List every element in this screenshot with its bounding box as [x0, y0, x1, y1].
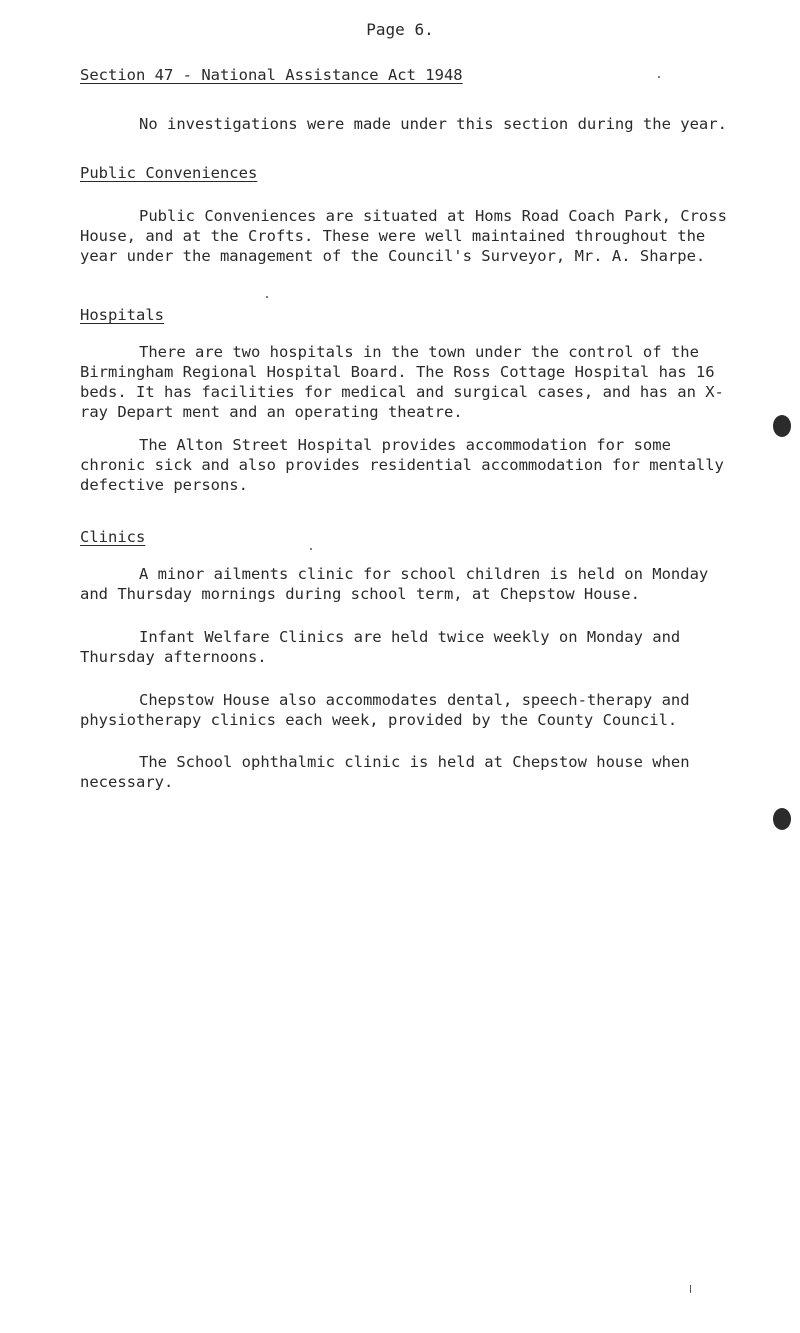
public-conveniences-heading: Public Conveniences [80, 164, 258, 182]
hospitals-paragraph-2: The Alton Street Hospital provides accommodation for some chronic sick and also provides residential accommodation for mentally defective persons. [80, 436, 724, 494]
scan-mark [690, 1285, 691, 1293]
punch-hole-top [773, 415, 791, 437]
hospitals-paragraph-1: There are two hospitals in the town under the control of the Birmingham Regional Hospital Board. The Ross Cottage Hospital has 16 beds. It has facilities for medical and surgical cases, and has an X-ray Depart ment and an operating theatre. [80, 343, 724, 421]
scan-speck [266, 296, 268, 298]
section-47-paragraph: No investigations were made under this section during the year. [139, 115, 727, 133]
clinics-paragraph-3: Chepstow House also accommodates dental, speech-therapy and physiotherapy clinics each week, provided by the County Council. [80, 691, 690, 729]
clinics-heading: Clinics [80, 528, 146, 546]
scan-speck [310, 548, 312, 550]
punch-hole-bottom [773, 808, 791, 830]
clinics-paragraph-2: Infant Welfare Clinics are held twice weekly on Monday and Thursday afternoons. [80, 628, 681, 666]
page-number: Page 6. [366, 20, 434, 39]
hospitals-heading: Hospitals [80, 306, 164, 324]
scan-speck [658, 76, 660, 78]
public-conveniences-paragraph: Public Conveniences are situated at Homs Road Coach Park, Cross House, and at the Crofts. These were well maintained throughout the year under the management of the Council's Surveyor, Mr. A. Sharpe. [80, 207, 727, 265]
section-47-heading: Section 47 - National Assistance Act 1948 [80, 66, 463, 84]
clinics-paragraph-1: A minor ailments clinic for school children is held on Monday and Thursday mornings during school term, at Chepstow House. [80, 565, 709, 603]
clinics-paragraph-4: The School ophthalmic clinic is held at Chepstow house when necessary. [80, 753, 690, 791]
